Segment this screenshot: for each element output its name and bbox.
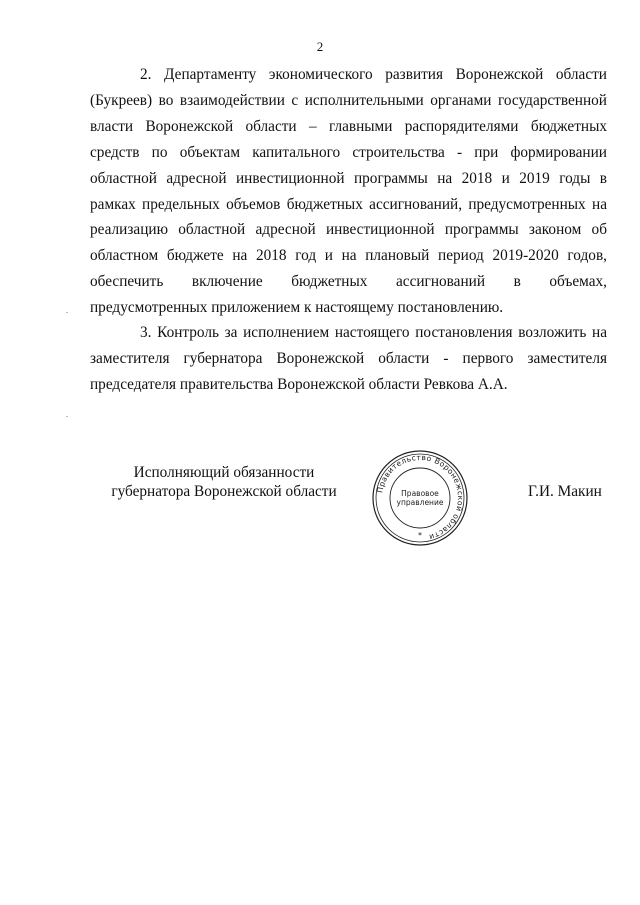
stamp-center-text: Правовое [401, 489, 439, 498]
text-line: заместителя губернатора Воронежской области - первого заместителя [90, 349, 607, 367]
margin-mark [66, 312, 68, 313]
text-line: реализацию областной адресной инвестиционной программы законом об [90, 221, 607, 239]
signatory-name: Г.И. Макин [528, 483, 602, 500]
stamp-seal-icon [370, 448, 470, 548]
stamp-star-mark: * [418, 531, 422, 540]
text-line: областном бюджете на 2018 год и на плановый период 2019-2020 годов, [90, 247, 607, 265]
paragraph-2 [90, 62, 607, 321]
text-line: обеспечить включение бюджетных ассигнований в объемах, [90, 273, 607, 291]
signatory-position [110, 464, 338, 501]
position-line: Исполняющий обязанности [133, 464, 315, 481]
paragraph-3 [90, 320, 607, 398]
text-line: предусмотренных приложением к настоящему постановлению. [90, 299, 504, 317]
stamp-center-text: управление [396, 498, 444, 507]
margin-mark [66, 416, 68, 417]
official-stamp [370, 448, 470, 548]
page-number: 2 [316, 39, 324, 54]
text-line: 2. Департаменту экономического развития Воронежской области [140, 66, 607, 83]
text-line: власти Воронежской области – главными распорядителями бюджетных [90, 117, 607, 135]
text-line: (Букреев) во взаимодействии с исполнительными органами государственной [90, 91, 607, 109]
text-line: рамках предельных объемов бюджетных ассигнований, предусмотренных на [90, 195, 607, 213]
text-line: областной адресной инвестиционной программы на 2018 и 2019 годы в [90, 169, 607, 187]
position-line: губернатора Воронежской области [111, 482, 337, 500]
stamp-ring-text: Правительство Воронежской области [375, 452, 466, 542]
text-line: 3. Контроль за исполнением настоящего постановления возложить на [140, 324, 607, 341]
text-line: средств по объектам капитального строительства - при формировании [90, 143, 607, 161]
text-line: председателя правительства Воронежской области Ревкова А.А. [90, 375, 508, 393]
